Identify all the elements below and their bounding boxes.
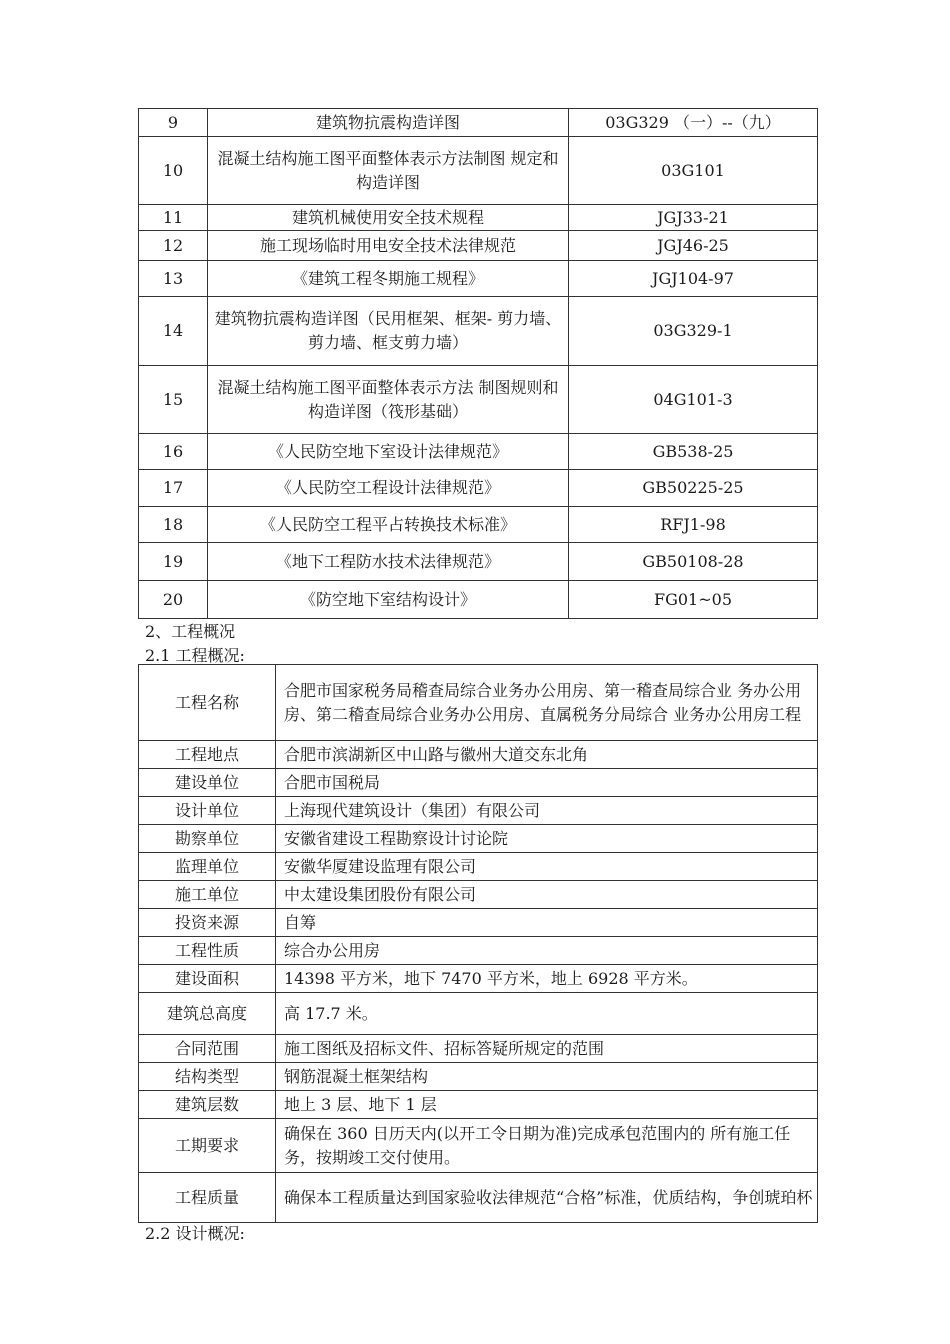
row-number: 13: [139, 261, 208, 297]
standard-name: 建筑物抗震构造详图: [208, 109, 569, 137]
field-value: 安徽省建设工程勘察设计讨论院: [276, 825, 818, 853]
field-label: 合同范围: [139, 1035, 276, 1063]
standard-name: 建筑机械使用安全技术规程: [208, 205, 569, 231]
row-number: 15: [139, 366, 208, 434]
row-number: 16: [139, 434, 208, 470]
standard-name: 《人民防空工程设计法律规范》: [208, 470, 569, 507]
table-row: [139, 434, 818, 470]
field-label: 建设单位: [139, 769, 276, 797]
standard-name: 混凝土结构施工图平面整体表示方法制图 规定和构造详图: [208, 137, 569, 205]
table-row: [139, 741, 818, 769]
row-number: 10: [139, 137, 208, 205]
field-value: 综合办公用房: [276, 937, 818, 965]
table-row: [139, 137, 818, 205]
section-heading: 2、工程概况: [145, 622, 236, 641]
table-row: [139, 853, 818, 881]
field-label: 建筑总高度: [139, 993, 276, 1035]
row-number: 9: [139, 109, 208, 137]
field-label: 施工单位: [139, 881, 276, 909]
project-info-table: [138, 664, 818, 1223]
field-label: 工程名称: [139, 665, 276, 741]
field-value: 上海现代建筑设计（集团）有限公司: [276, 797, 818, 825]
table-row: [139, 797, 818, 825]
field-label: 监理单位: [139, 853, 276, 881]
standards-table: [138, 108, 818, 619]
field-value: 确保在 360 日历天内(以开工令日期为准)完成承包范围内的 所有施工任务，按期竣工交付使用。: [276, 1119, 818, 1173]
field-label: 投资来源: [139, 909, 276, 937]
standard-name: 《地下工程防水技术法律规范》: [208, 543, 569, 581]
standard-name: 混凝土结构施工图平面整体表示方法 制图规则和构造详图（筏形基础）: [208, 366, 569, 434]
field-value: 合肥市滨湖新区中山路与徽州大道交东北角: [276, 741, 818, 769]
standard-code: JGJ33-21: [569, 205, 818, 231]
table-row: [139, 1119, 818, 1173]
table-row: [139, 261, 818, 297]
standard-name: 《人民防空工程平占转换技术标准》: [208, 507, 569, 543]
table-row: [139, 1035, 818, 1063]
field-label: 工程地点: [139, 741, 276, 769]
row-number: 19: [139, 543, 208, 581]
field-value: 安徽华厦建设监理有限公司: [276, 853, 818, 881]
table-row: [139, 1091, 818, 1119]
table-row: [139, 965, 818, 993]
table-row: [139, 109, 818, 137]
standard-code: GB50225-25: [569, 470, 818, 507]
field-label: 工程性质: [139, 937, 276, 965]
row-number: 18: [139, 507, 208, 543]
field-value: 14398 平方米，地下 7470 平方米，地上 6928 平方米。: [276, 965, 818, 993]
field-value: 中太建设集团股份有限公司: [276, 881, 818, 909]
standard-name: 施工现场临时用电安全技术法律规范: [208, 231, 569, 261]
field-value: 合肥市国税局: [276, 769, 818, 797]
row-number: 12: [139, 231, 208, 261]
row-number: 17: [139, 470, 208, 507]
field-value: 施工图纸及招标文件、招标答疑所规定的范围: [276, 1035, 818, 1063]
field-label: 建筑层数: [139, 1091, 276, 1119]
standard-code: 03G329-1: [569, 297, 818, 366]
field-label: 勘察单位: [139, 825, 276, 853]
table-row: [139, 205, 818, 231]
field-value: 钢筋混凝土框架结构: [276, 1063, 818, 1091]
subsection-heading: 2.2 设计概况:: [145, 1224, 245, 1243]
table-row: [139, 543, 818, 581]
field-value: 确保本工程质量达到国家验收法律规范“合格”标准，优质结构，争创琥珀杯: [276, 1173, 818, 1223]
standard-code: JGJ46-25: [569, 231, 818, 261]
table-row: [139, 470, 818, 507]
table-row: [139, 769, 818, 797]
standard-code: 03G101: [569, 137, 818, 205]
row-number: 20: [139, 581, 208, 619]
standard-code: 04G101-3: [569, 366, 818, 434]
subsection-heading: 2.1 工程概况:: [145, 646, 245, 665]
table-row: [139, 366, 818, 434]
field-value: 地上 3 层、地下 1 层: [276, 1091, 818, 1119]
table-row: [139, 507, 818, 543]
standard-code: GB538-25: [569, 434, 818, 470]
row-number: 11: [139, 205, 208, 231]
table-row: [139, 1063, 818, 1091]
table-row: [139, 909, 818, 937]
row-number: 14: [139, 297, 208, 366]
table-row: [139, 825, 818, 853]
table-row: [139, 231, 818, 261]
standard-name: 《建筑工程冬期施工规程》: [208, 261, 569, 297]
field-label: 设计单位: [139, 797, 276, 825]
field-label: 建设面积: [139, 965, 276, 993]
standard-name: 建筑物抗震构造详图（民用框架、框架- 剪力墙、剪力墙、框支剪力墙）: [208, 297, 569, 366]
standard-code: FG01~05: [569, 581, 818, 619]
standard-name: 《防空地下室结构设计》: [208, 581, 569, 619]
table-row: [139, 881, 818, 909]
table-row: [139, 665, 818, 741]
table-row: [139, 993, 818, 1035]
table-row: [139, 581, 818, 619]
field-label: 结构类型: [139, 1063, 276, 1091]
standard-code: 03G329 （一）--（九）: [569, 109, 818, 137]
field-label: 工程质量: [139, 1173, 276, 1223]
standard-code: GB50108-28: [569, 543, 818, 581]
field-value: 自筹: [276, 909, 818, 937]
field-label: 工期要求: [139, 1119, 276, 1173]
field-value: 高 17.7 米。: [276, 993, 818, 1035]
standard-code: JGJ104-97: [569, 261, 818, 297]
field-value: 合肥市国家税务局稽查局综合业务办公用房、第一稽查局综合业 务办公用房、第二稽查局综合业务办公用房、直属税务分局综合 业务办公用房工程: [276, 665, 818, 741]
standard-name: 《人民防空地下室设计法律规范》: [208, 434, 569, 470]
table-row: [139, 297, 818, 366]
standard-code: RFJ1-98: [569, 507, 818, 543]
table-row: [139, 937, 818, 965]
table-row: [139, 1173, 818, 1223]
